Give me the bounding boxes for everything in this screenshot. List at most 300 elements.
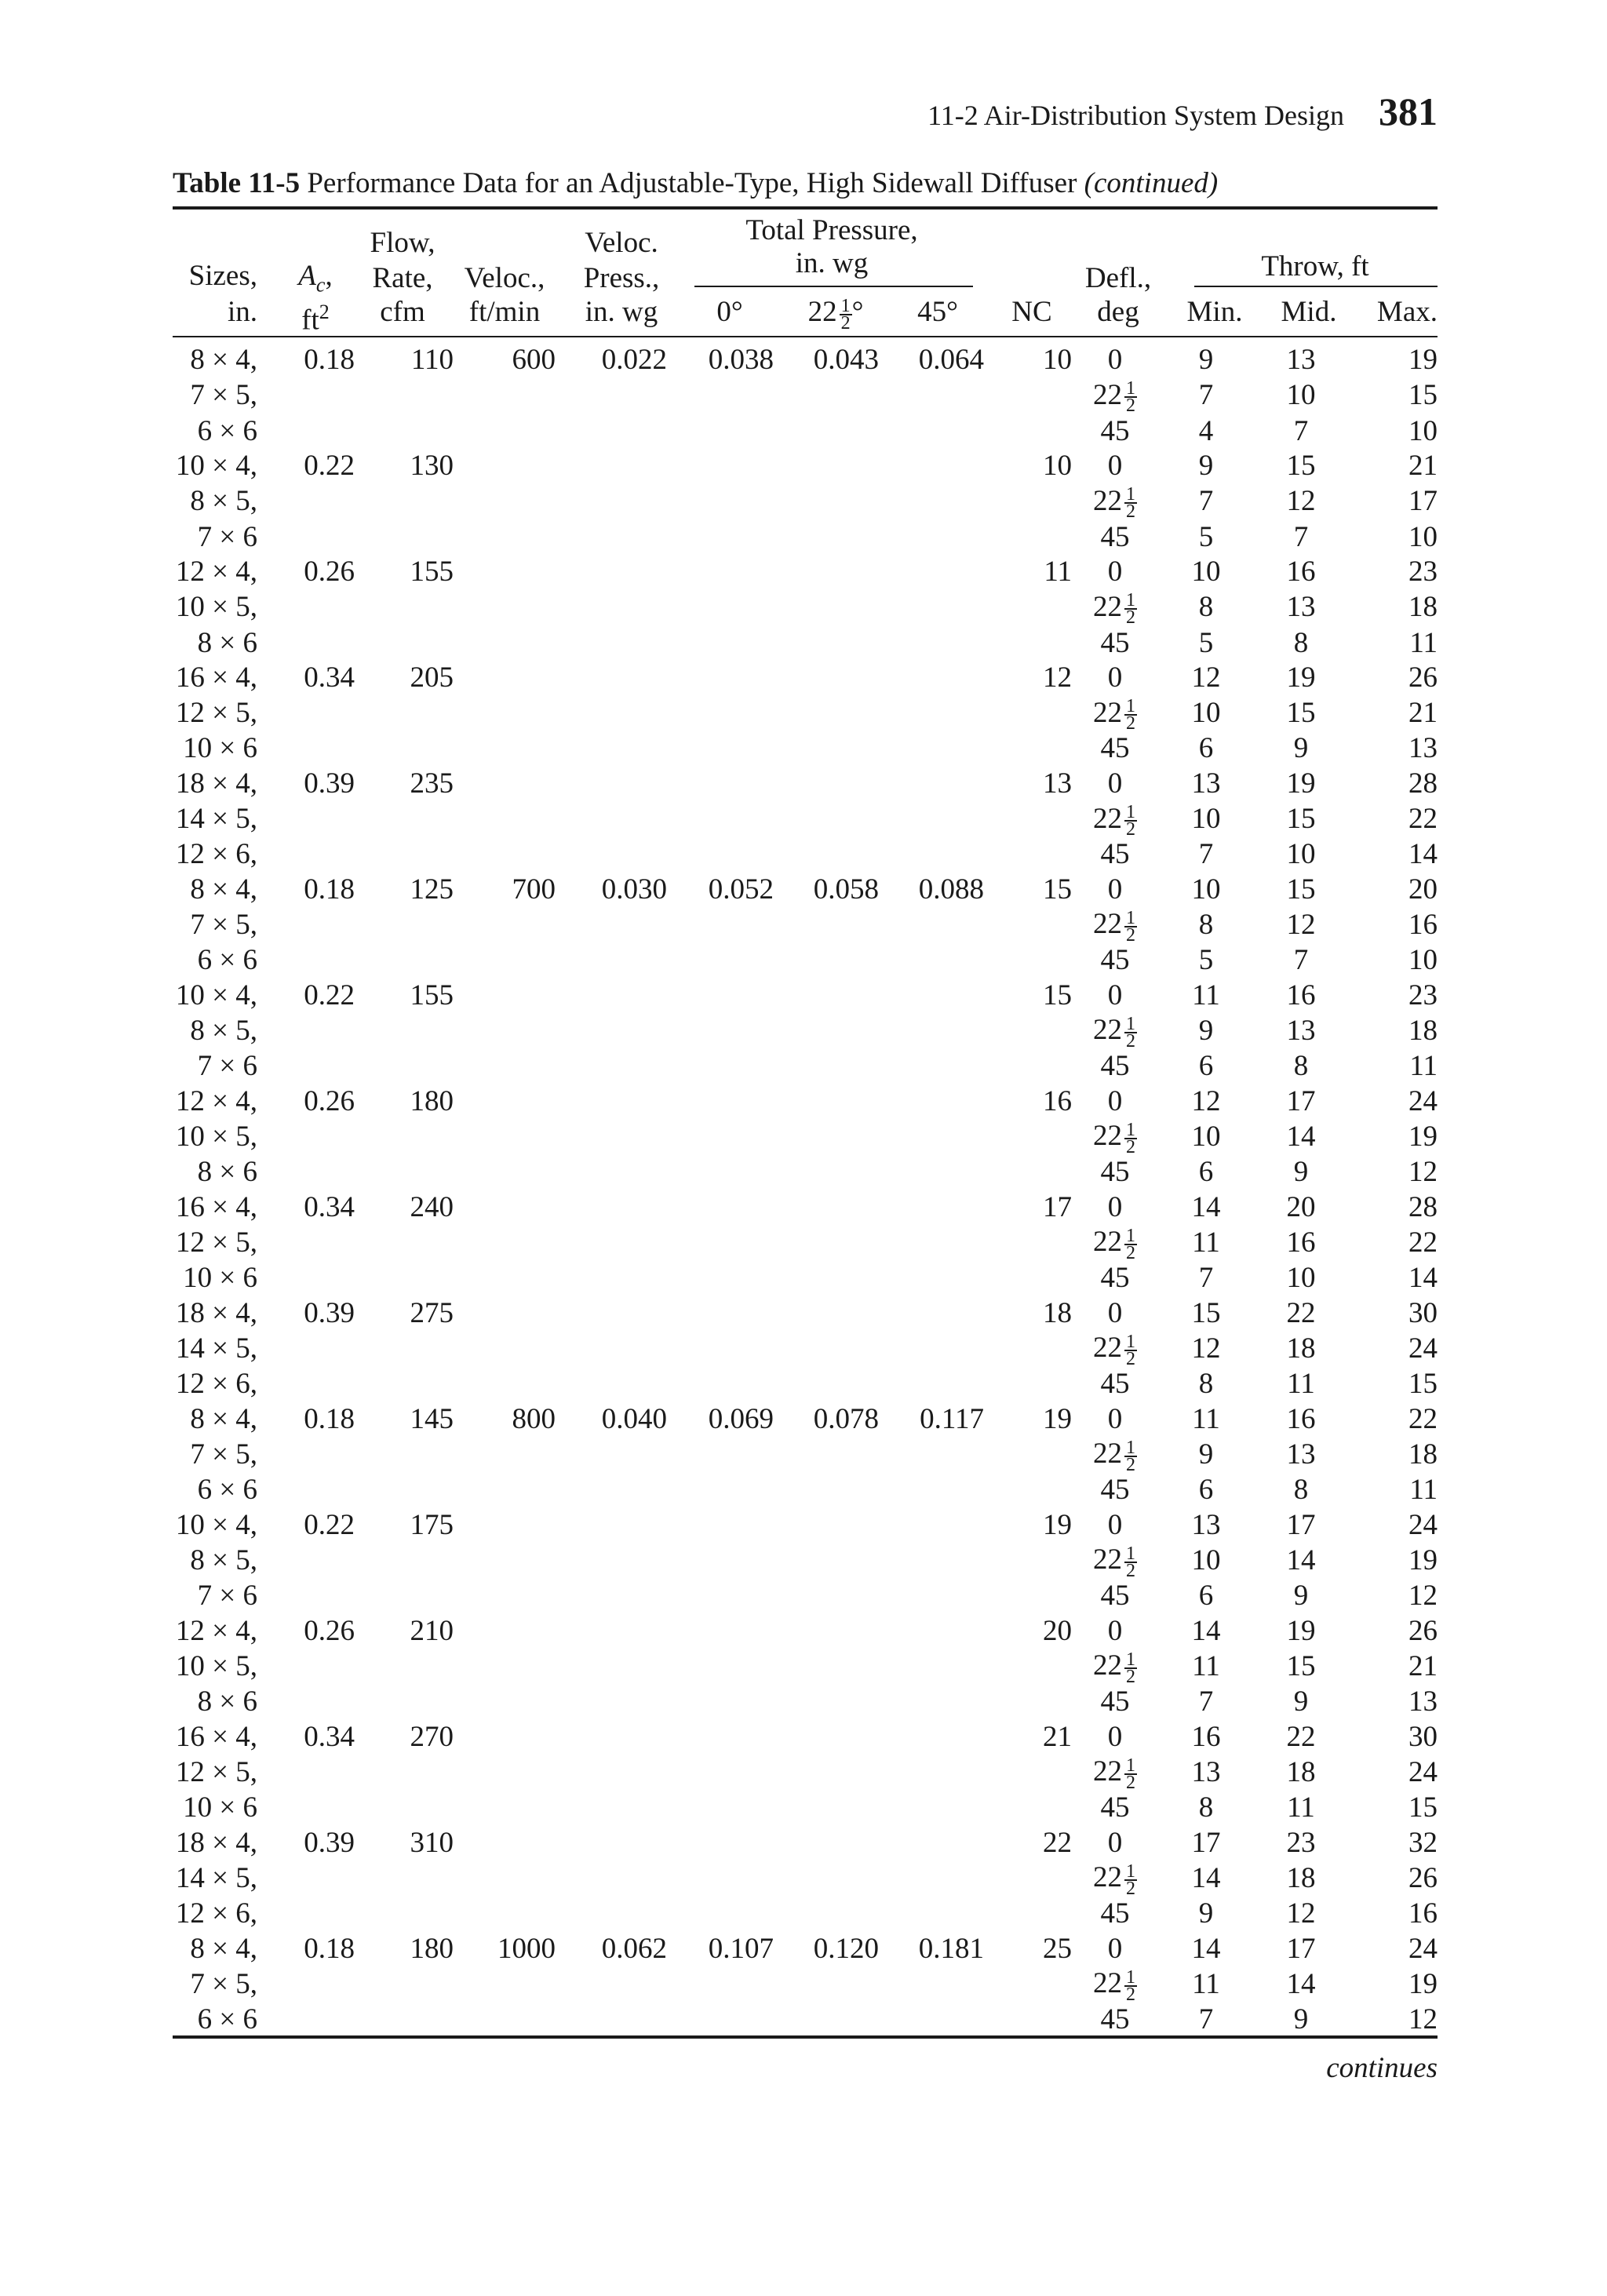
cell-ac	[257, 1225, 355, 1261]
cell-flow	[355, 1860, 454, 1897]
cell-total-pressure-45	[879, 979, 984, 1014]
cell-throw-max: 10	[1408, 520, 1438, 553]
cell-velocity	[454, 1190, 556, 1226]
cell-flow	[355, 1225, 454, 1261]
cell-flow	[355, 1049, 454, 1084]
cell-throw-min: 5	[1198, 520, 1214, 553]
cell-throw-min: 5	[1198, 944, 1214, 977]
cell-throw-max: 18	[1408, 591, 1438, 624]
cell-nc: 19	[1043, 1402, 1072, 1435]
header-ac: $A_c$,	[298, 260, 333, 297]
cell-total-pressure-45	[879, 837, 984, 873]
cell-ac: 0.34	[304, 1720, 355, 1753]
cell-flow	[355, 1473, 454, 1508]
cell-total-pressure-45	[879, 943, 984, 979]
cell-total-pressure-45	[879, 1613, 984, 1649]
header-bottom-rule	[173, 336, 1438, 337]
cell-velocity	[454, 1825, 556, 1860]
cell-total-pressure-0: 0.107	[708, 1932, 774, 1965]
cell-ac	[257, 1155, 355, 1190]
cell-velocity-pressure	[556, 696, 667, 732]
cell-nc	[984, 1543, 1072, 1579]
cell-throw-max: 11	[1409, 626, 1438, 659]
cell-flow	[355, 1437, 454, 1473]
cell-total-pressure-0	[667, 2003, 774, 2038]
header-tp-0: 0°	[716, 296, 743, 328]
cell-ac	[257, 1897, 355, 1932]
cell-total-pressure-0	[667, 1367, 774, 1402]
cell-ac	[257, 1685, 355, 1720]
cell-flow	[355, 1261, 454, 1296]
cell-nc	[984, 1261, 1072, 1296]
cell-throw-mid: 18	[1286, 1755, 1316, 1788]
cell-throw-min: 4	[1198, 414, 1214, 447]
cell-total-pressure-0	[667, 1579, 774, 1614]
cell-velocity-pressure	[556, 837, 667, 873]
cell-flow: 270	[410, 1720, 454, 1753]
table-row	[173, 661, 1438, 696]
cell-nc	[984, 2003, 1072, 2038]
cell-velocity-pressure	[556, 555, 667, 590]
cell-throw-mid: 11	[1287, 1368, 1315, 1401]
cell-throw-mid: 15	[1286, 697, 1316, 730]
cell-velocity-pressure	[556, 1791, 667, 1826]
cell-throw-mid: 22	[1286, 1720, 1316, 1753]
cell-velocity: 800	[512, 1402, 556, 1435]
cell-velocity-pressure	[556, 1190, 667, 1226]
cell-deflection: 0	[1107, 450, 1123, 483]
cell-total-pressure-22	[774, 1473, 879, 1508]
header-ac-unit: $ft^2$	[301, 301, 330, 337]
cell-throw-mid: 20	[1286, 1190, 1316, 1223]
cell-ac	[257, 414, 355, 449]
cell-size: 7 × 5,	[190, 1967, 257, 2000]
cell-nc	[984, 1155, 1072, 1190]
cell-velocity	[454, 378, 556, 414]
table-label: Table 11-5	[173, 167, 301, 199]
cell-throw-max: 19	[1408, 344, 1438, 377]
cell-flow: 175	[410, 1508, 454, 1541]
cell-total-pressure-22	[774, 1897, 879, 1932]
cell-velocity-pressure	[556, 1507, 667, 1543]
cell-throw-mid: 9	[1293, 2003, 1309, 2035]
cell-deflection: 45	[1100, 732, 1130, 765]
cell-throw-min: 9	[1198, 344, 1214, 377]
cell-deflection: 22 $\frac{1}{2}$	[1093, 696, 1135, 734]
table-row	[173, 1931, 1438, 1966]
cell-total-pressure-45: 0.181	[918, 1932, 984, 1965]
table-row	[173, 625, 1438, 661]
table-row	[173, 907, 1438, 943]
cell-total-pressure-45: 0.088	[918, 873, 984, 906]
cell-throw-max: 22	[1408, 1402, 1438, 1435]
table-row	[173, 378, 1438, 414]
cell-size: 14 × 5,	[175, 1861, 257, 1894]
cell-velocity	[454, 802, 556, 838]
cell-ac: 0.26	[304, 1085, 355, 1118]
cell-total-pressure-22: 0.058	[813, 873, 879, 906]
cell-ac	[257, 802, 355, 838]
cell-total-pressure-0	[667, 1437, 774, 1473]
cell-throw-max: 24	[1408, 1508, 1438, 1541]
cell-total-pressure-0	[667, 979, 774, 1014]
half-fraction: $\frac{1}{2}$	[1126, 1437, 1135, 1475]
header-flow-3: cfm	[380, 296, 425, 328]
continues-note: continues	[1326, 2052, 1438, 2084]
table-row	[173, 1473, 1438, 1508]
cell-velocity-pressure	[556, 378, 667, 414]
cell-total-pressure-22	[774, 1543, 879, 1579]
cell-throw-min: 12	[1191, 1085, 1221, 1118]
cell-throw-mid: 16	[1286, 979, 1316, 1012]
cell-velocity-pressure: 0.022	[601, 344, 667, 377]
cell-velocity-pressure	[556, 1261, 667, 1296]
cell-total-pressure-45	[879, 1367, 984, 1402]
cell-throw-max: 30	[1408, 1296, 1438, 1329]
table-row	[173, 1860, 1438, 1897]
cell-flow: 125	[410, 873, 454, 906]
cell-velocity	[454, 1296, 556, 1332]
cell-total-pressure-0	[667, 1825, 774, 1860]
cell-throw-max: 24	[1408, 1085, 1438, 1118]
cell-throw-max: 10	[1408, 414, 1438, 447]
cell-throw-max: 15	[1408, 1368, 1438, 1401]
cell-throw-min: 17	[1191, 1826, 1221, 1859]
cell-throw-min: 10	[1191, 873, 1221, 906]
cell-ac: 0.22	[304, 979, 355, 1012]
cell-size: 10 × 6	[183, 732, 257, 765]
cell-velocity	[454, 661, 556, 696]
cell-total-pressure-0	[667, 1966, 774, 2003]
cell-throw-min: 10	[1191, 1543, 1221, 1576]
cell-velocity-pressure	[556, 625, 667, 661]
cell-ac: 0.18	[304, 344, 355, 377]
cell-velocity	[454, 1719, 556, 1755]
header-sizes-1: Sizes,	[188, 260, 257, 292]
cell-velocity-pressure	[556, 414, 667, 449]
cell-ac	[257, 837, 355, 873]
cell-nc: 15	[1043, 873, 1072, 906]
cell-total-pressure-0	[667, 1860, 774, 1897]
cell-velocity-pressure	[556, 1897, 667, 1932]
cell-velocity	[454, 1613, 556, 1649]
cell-size: 10 × 4,	[175, 1508, 257, 1541]
half-fraction: $\frac{1}{2}$	[1126, 1543, 1135, 1581]
cell-ac: 0.34	[304, 1190, 355, 1223]
cell-size: 18 × 4,	[175, 1826, 257, 1859]
cell-throw-max: 24	[1408, 1932, 1438, 1965]
cell-total-pressure-45	[879, 1755, 984, 1791]
cell-ac	[257, 519, 355, 555]
cell-size: 8 × 6	[197, 626, 257, 659]
cell-total-pressure-0	[667, 1049, 774, 1084]
cell-throw-max: 15	[1408, 379, 1438, 412]
cell-ac	[257, 1049, 355, 1084]
cell-size: 12 × 4,	[175, 1614, 257, 1647]
cell-deflection: 0	[1107, 1614, 1123, 1647]
cell-velocity-pressure	[556, 1825, 667, 1860]
cell-size: 8 × 4,	[190, 344, 257, 377]
header-defl-2: deg	[1097, 296, 1139, 328]
cell-deflection: 22 $\frac{1}{2}$	[1093, 590, 1135, 629]
cell-velocity-pressure	[556, 1719, 667, 1755]
half-fraction: $\frac{1}{2}$	[1126, 1013, 1135, 1051]
cell-total-pressure-22	[774, 1966, 879, 2003]
cell-nc	[984, 1013, 1072, 1049]
cell-deflection: 45	[1100, 1580, 1130, 1613]
cell-size: 12 × 6,	[175, 1368, 257, 1401]
cell-total-pressure-0	[667, 378, 774, 414]
cell-throw-max: 21	[1408, 697, 1438, 730]
cell-total-pressure-45	[879, 519, 984, 555]
section-title: 11-2 Air-Distribution System Design	[927, 100, 1344, 131]
cell-size: 10 × 6	[183, 1791, 257, 1824]
cell-throw-min: 9	[1198, 1015, 1214, 1048]
cell-total-pressure-45	[879, 1966, 984, 2003]
header-throw: Throw, ft	[1261, 250, 1369, 282]
cell-ac	[257, 1755, 355, 1791]
cell-throw-mid: 19	[1286, 767, 1316, 800]
cell-total-pressure-22	[774, 1296, 879, 1332]
header-defl-1: Defl.,	[1084, 262, 1152, 294]
cell-deflection: 22 $\frac{1}{2}$	[1093, 1543, 1135, 1581]
cell-total-pressure-45	[879, 1296, 984, 1332]
cell-deflection: 22 $\frac{1}{2}$	[1093, 1437, 1135, 1475]
cell-total-pressure-22	[774, 1013, 879, 1049]
cell-total-pressure-0	[667, 1755, 774, 1791]
cell-ac: 0.18	[304, 1402, 355, 1435]
cell-size: 12 × 6,	[175, 838, 257, 871]
cell-flow	[355, 1155, 454, 1190]
cell-throw-mid: 16	[1286, 1402, 1316, 1435]
cell-total-pressure-0	[667, 555, 774, 590]
cell-nc: 17	[1043, 1190, 1072, 1223]
cell-velocity-pressure	[556, 1685, 667, 1720]
cell-deflection: 22 $\frac{1}{2}$	[1093, 1225, 1135, 1263]
cell-total-pressure-45	[879, 1190, 984, 1226]
cell-throw-min: 10	[1191, 803, 1221, 836]
cell-throw-mid: 15	[1286, 803, 1316, 836]
cell-size: 7 × 5,	[190, 1438, 257, 1471]
cell-total-pressure-22	[774, 1049, 879, 1084]
cell-velocity	[454, 1225, 556, 1261]
table-row	[173, 555, 1438, 590]
header-veloc-2: ft/min	[468, 296, 541, 328]
cell-velocity	[454, 1543, 556, 1579]
cell-throw-mid: 18	[1286, 1332, 1316, 1365]
cell-nc: 15	[1043, 979, 1072, 1012]
table-row	[173, 1402, 1438, 1438]
cell-total-pressure-45	[879, 1473, 984, 1508]
table-row	[173, 802, 1438, 838]
cell-nc	[984, 1579, 1072, 1614]
cell-deflection: 0	[1107, 767, 1123, 800]
cell-total-pressure-45: 0.064	[918, 344, 984, 377]
header-total-pressure-2: in. wg	[795, 247, 869, 279]
cell-total-pressure-45	[879, 1049, 984, 1084]
cell-throw-min: 9	[1198, 1438, 1214, 1471]
cell-flow	[355, 1543, 454, 1579]
cell-total-pressure-22	[774, 802, 879, 838]
cell-total-pressure-45	[879, 1649, 984, 1685]
cell-velocity	[454, 1084, 556, 1120]
cell-throw-mid: 13	[1286, 591, 1316, 624]
cell-velocity	[454, 1755, 556, 1791]
cell-size: 7 × 6	[197, 1580, 257, 1613]
table-row	[173, 1719, 1438, 1755]
cell-total-pressure-0	[667, 1119, 774, 1155]
cell-total-pressure-22	[774, 943, 879, 979]
cell-nc: 22	[1043, 1826, 1072, 1859]
cell-total-pressure-22	[774, 519, 879, 555]
cell-total-pressure-0	[667, 590, 774, 626]
cell-deflection: 45	[1100, 1368, 1130, 1401]
cell-nc	[984, 837, 1072, 873]
cell-throw-max: 22	[1408, 803, 1438, 836]
cell-total-pressure-45	[879, 1825, 984, 1860]
cell-deflection: 45	[1100, 1897, 1130, 1930]
cell-throw-min: 7	[1198, 379, 1214, 412]
cell-nc: 18	[1043, 1296, 1072, 1329]
cell-ac	[257, 696, 355, 732]
half-fraction: $\frac{1}{2}$	[1126, 484, 1135, 523]
cell-velocity-pressure	[556, 802, 667, 838]
cell-total-pressure-22	[774, 1155, 879, 1190]
cell-total-pressure-0: 0.038	[708, 344, 774, 377]
cell-size: 10 × 6	[183, 1262, 257, 1295]
cell-nc	[984, 1791, 1072, 1826]
cell-ac	[257, 1860, 355, 1897]
cell-size: 6 × 6	[197, 1474, 257, 1507]
cell-throw-min: 13	[1191, 767, 1221, 800]
cell-velocity-pressure	[556, 519, 667, 555]
cell-total-pressure-22	[774, 484, 879, 520]
half-fraction: $\frac{1}{2}$	[1126, 1649, 1135, 1687]
cell-velocity-pressure	[556, 1225, 667, 1261]
table-row	[173, 1331, 1438, 1367]
page-number: 381	[1379, 89, 1438, 133]
cell-ac	[257, 1261, 355, 1296]
cell-deflection: 22 $\frac{1}{2}$	[1093, 1331, 1135, 1369]
cell-throw-mid: 17	[1286, 1085, 1316, 1118]
cell-throw-max: 12	[1408, 2003, 1438, 2035]
cell-throw-min: 11	[1192, 1967, 1220, 2000]
cell-total-pressure-45	[879, 590, 984, 626]
cell-nc	[984, 907, 1072, 943]
cell-deflection: 22 $\frac{1}{2}$	[1093, 484, 1135, 523]
cell-velocity	[454, 1437, 556, 1473]
cell-nc	[984, 696, 1072, 732]
cell-throw-max: 18	[1408, 1015, 1438, 1048]
half-fraction: $\frac{1}{2}$	[1126, 1966, 1135, 2005]
cell-total-pressure-0	[667, 661, 774, 696]
cell-total-pressure-45	[879, 1155, 984, 1190]
cell-throw-mid: 11	[1287, 1791, 1315, 1824]
cell-total-pressure-0	[667, 1613, 774, 1649]
cell-velocity-pressure	[556, 943, 667, 979]
header-vpress-2: Press.,	[583, 262, 660, 294]
cell-nc	[984, 1649, 1072, 1685]
cell-total-pressure-0	[667, 1473, 774, 1508]
cell-size: 16 × 4,	[175, 1190, 257, 1223]
cell-size: 8 × 4,	[190, 873, 257, 906]
cell-size: 8 × 5,	[190, 1015, 257, 1048]
cell-velocity	[454, 625, 556, 661]
cell-deflection: 0	[1107, 1720, 1123, 1753]
cell-ac: 0.26	[304, 556, 355, 589]
table-row	[173, 873, 1438, 908]
cell-total-pressure-22	[774, 1331, 879, 1367]
cell-total-pressure-0	[667, 1261, 774, 1296]
cell-total-pressure-45	[879, 1543, 984, 1579]
cell-velocity	[454, 837, 556, 873]
cell-deflection: 22 $\frac{1}{2}$	[1093, 378, 1135, 417]
cell-velocity	[454, 1507, 556, 1543]
cell-nc	[984, 1860, 1072, 1897]
cell-velocity	[454, 1473, 556, 1508]
cell-total-pressure-22	[774, 1367, 879, 1402]
cell-velocity-pressure	[556, 1331, 667, 1367]
total-pressure-spanner-rule	[694, 286, 973, 287]
cell-velocity: 600	[512, 344, 556, 377]
cell-size: 12 × 5,	[175, 1226, 257, 1259]
cell-total-pressure-0	[667, 1897, 774, 1932]
cell-ac	[257, 1119, 355, 1155]
cell-flow	[355, 1331, 454, 1367]
table-row	[173, 343, 1438, 378]
cell-throw-mid: 12	[1286, 909, 1316, 942]
cell-deflection: 0	[1107, 1085, 1123, 1118]
cell-ac	[257, 1331, 355, 1367]
cell-deflection: 45	[1100, 1156, 1130, 1189]
cell-velocity	[454, 1860, 556, 1897]
cell-throw-mid: 15	[1286, 1649, 1316, 1682]
cell-throw-mid: 9	[1293, 732, 1309, 765]
table-row	[173, 1649, 1438, 1685]
cell-total-pressure-0	[667, 1791, 774, 1826]
cell-total-pressure-45	[879, 1261, 984, 1296]
cell-total-pressure-22	[774, 1755, 879, 1791]
cell-deflection: 22 $\frac{1}{2}$	[1093, 1860, 1135, 1899]
cell-flow: 310	[410, 1826, 454, 1859]
cell-nc: 10	[1043, 344, 1072, 377]
cell-ac: 0.22	[304, 1508, 355, 1541]
cell-ac: 0.22	[304, 450, 355, 483]
cell-throw-min: 13	[1191, 1508, 1221, 1541]
cell-nc: 25	[1043, 1932, 1072, 1965]
cell-total-pressure-22	[774, 1791, 879, 1826]
cell-throw-max: 24	[1408, 1332, 1438, 1365]
cell-total-pressure-45	[879, 661, 984, 696]
cell-total-pressure-22	[774, 1261, 879, 1296]
cell-velocity	[454, 1649, 556, 1685]
cell-size: 6 × 6	[197, 2003, 257, 2035]
cell-ac	[257, 1966, 355, 2003]
cell-throw-mid: 18	[1286, 1861, 1316, 1894]
cell-throw-mid: 22	[1286, 1296, 1316, 1329]
cell-size: 14 × 5,	[175, 803, 257, 836]
cell-total-pressure-22	[774, 979, 879, 1014]
cell-total-pressure-22	[774, 2003, 879, 2038]
cell-total-pressure-0	[667, 696, 774, 732]
cell-deflection: 0	[1107, 873, 1123, 906]
cell-velocity	[454, 1013, 556, 1049]
cell-throw-min: 10	[1191, 556, 1221, 589]
cell-velocity	[454, 1791, 556, 1826]
cell-throw-min: 11	[1192, 979, 1220, 1012]
cell-velocity-pressure	[556, 1296, 667, 1332]
cell-throw-mid: 19	[1286, 661, 1316, 694]
